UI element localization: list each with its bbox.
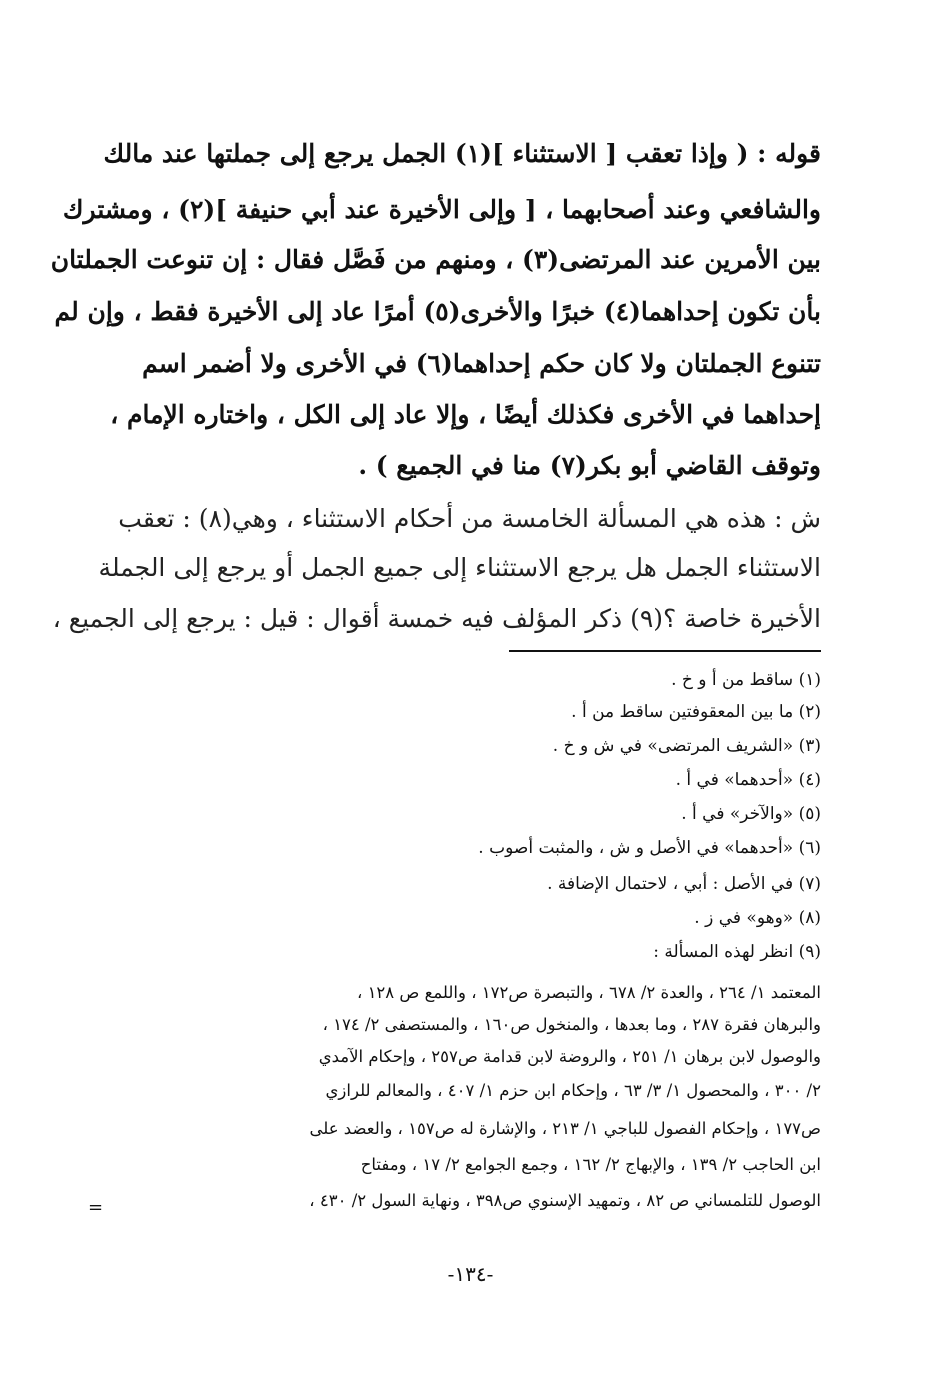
commentary-line: ش : هذه هي المسألة الخامسة من أحكام الاستثناء ، وهي(٨) : تعقب (118, 504, 821, 533)
footnote-separator (509, 650, 821, 652)
footnote: (١) ساقط من أ و خ . (671, 670, 821, 690)
main-text-line: بين الأمرين عند المرتضى(٣) ، ومنهم من فَصَّل فقال : إن تنوعت الجملتان (50, 245, 821, 274)
footnote: (٥) «والآخر» في أ . (681, 804, 821, 824)
main-text-line: بأن تكون إحداهما(٤) خبرًا والأخرى(٥) أمرًا عاد إلى الأخيرة فقط ، وإن لم (54, 297, 821, 326)
continuation-mark: = (88, 1197, 104, 1218)
reference-line: الوصول للتلمساني ص ٨٢ ، وتمهيد الإسنوي ص٣٩٨ ، ونهاية السول ٢/ ٤٣٠ ، (309, 1191, 821, 1210)
footnote: (٨) «وهو» في ز . (694, 908, 821, 928)
footnote: (٣) «الشريف المرتضى» في ش و خ . (552, 736, 821, 756)
main-text-line: قوله : ( وإذا تعقب [ الاستثناء ](١) الجمل يرجع إلى جملتها عند مالك (103, 139, 821, 168)
footnote: (٧) في الأصل : أبي ، لاحتمال الإضافة . (547, 874, 821, 894)
reference-line: ص١٧٧ ، وإحكام الفصول للباجي ١/ ٢١٣ ، والإشارة له ص١٥٧ ، والعضد على (309, 1119, 821, 1138)
footnote: (٦) «أحدهما» في الأصل و ش ، والمثبت أصوب . (478, 838, 821, 858)
page-number: -١٣٤- (447, 1262, 494, 1286)
main-text-line: والشافعي وعند أصحابهما ، [ وإلى الأخيرة عند أبي حنيفة ](٢) ، ومشترك (62, 195, 821, 224)
commentary-line: الأخيرة خاصة ؟(٩) ذكر المؤلف فيه خمسة أقوال : قيل : يرجع إلى الجميع ، (52, 604, 821, 633)
main-text-line: وتوقف القاضي أبو بكر(٧) منا في الجميع ) . (358, 451, 821, 480)
reference-line: والوصول لابن برهان ١/ ٢٥١ ، والروضة لابن قدامة ص٢٥٧ ، وإحكام الآمدي (318, 1047, 821, 1066)
footnote: (٩) انظر لهذه المسألة : (653, 942, 821, 962)
main-text-line: إحداهما في الأخرى فكذلك أيضًا ، وإلا عاد إلى الكل ، واختاره الإمام ، (110, 400, 821, 429)
footnote: (٤) «أحدهما» في أ . (675, 770, 821, 790)
reference-line: ابن الحاجب ٢/ ١٣٩ ، والإبهاج ٢/ ١٦٢ ، وجمع الجوامع ٢/ ١٧ ، ومفتاح (360, 1155, 821, 1174)
reference-line: والبرهان فقرة ٢٨٧ ، وما بعدها ، والمنخول ص١٦٠ ، والمستصفى ٢/ ١٧٤ ، (322, 1015, 821, 1034)
footnote: (٢) ما بين المعقوفتين ساقط من أ . (571, 702, 821, 722)
commentary-line: الاستثناء الجمل هل يرجع الاستثناء إلى جميع الجمل أو يرجع إلى الجملة (98, 553, 821, 582)
main-text-line: تتنوع الجملتان ولا كان حكم إحداهما(٦) في الأخرى ولا أضمر اسم (142, 349, 821, 378)
reference-line: المعتمد ١/ ٢٦٤ ، والعدة ٢/ ٦٧٨ ، والتبصرة ص١٧٢ ، واللمع ص ١٢٨ ، (356, 983, 821, 1002)
reference-line: ٢/ ٣٠٠ ، والمحصول ١/ ٣/ ٦٣ ، وإحكام ابن حزم ١/ ٤٠٧ ، والمعالم للرازي (325, 1081, 821, 1100)
